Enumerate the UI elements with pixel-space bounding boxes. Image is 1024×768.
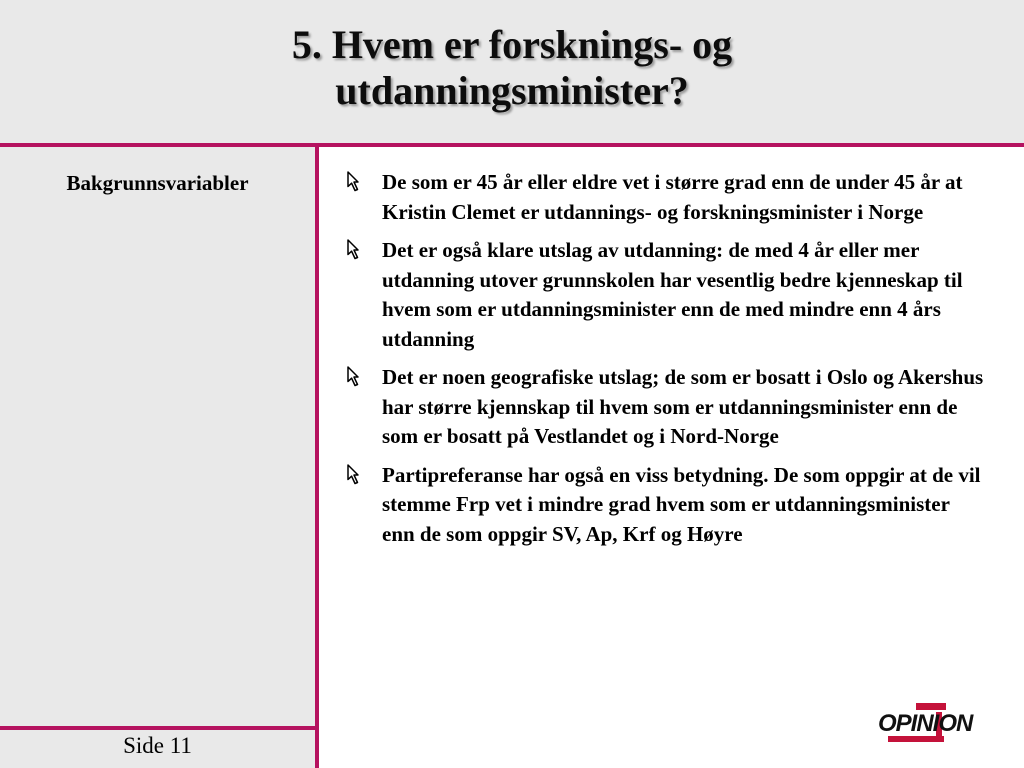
bullet-item bbox=[344, 236, 984, 354]
bullet-item bbox=[344, 461, 984, 550]
pointing-hand-icon bbox=[344, 238, 368, 262]
footer-divider bbox=[0, 726, 315, 730]
sidebar-title: Bakgrunnsvariabler bbox=[66, 171, 249, 195]
opinion-logo bbox=[876, 700, 998, 746]
sidebar-panel bbox=[0, 147, 315, 768]
svg-text:OPINION: OPINION bbox=[878, 710, 973, 737]
pointing-hand-icon bbox=[344, 463, 368, 487]
sidebar-divider bbox=[315, 147, 319, 768]
slide-title bbox=[0, 22, 1024, 114]
page-number: Side 11 bbox=[123, 733, 192, 758]
bullet-text: Det er noen geografiske utslag; de som er bosatt i Oslo og Akershus har større kjennskap til hvem som er utdanningsminister enn de som er bosatt på Vestlandet og i Nord-Norge bbox=[382, 365, 984, 448]
bullet-text: Partipreferanse har også en viss betydning. De som oppgir at de vil stemme Frp vet i mindre grad hvem som er utdanningsminister enn de som oppgir SV, Ap, Krf og Høyre bbox=[382, 462, 981, 546]
bullet-item bbox=[344, 168, 984, 227]
bullet-text: De som er 45 år eller eldre vet i større grad enn de under 45 år at Kristin Clemet er utdannings- og forskningsminister i Norge bbox=[382, 170, 963, 224]
bullet-text: Det er også klare utslag av utdanning: de med 4 år eller mer utdanning utover grunnskolen har vesentlig bedre kjenneskap til hvem som er utdanningsminister enn de med mindre enn 4 års utdanning bbox=[382, 238, 963, 351]
pointing-hand-icon bbox=[344, 170, 368, 194]
pointing-hand-icon bbox=[344, 365, 368, 389]
slide-title-line-2: utdanningsminister? bbox=[335, 68, 689, 113]
bullet-item bbox=[344, 363, 984, 452]
slide-title-line-1: 5. Hvem er forsknings- og bbox=[291, 22, 733, 67]
bullet-list bbox=[344, 168, 984, 558]
